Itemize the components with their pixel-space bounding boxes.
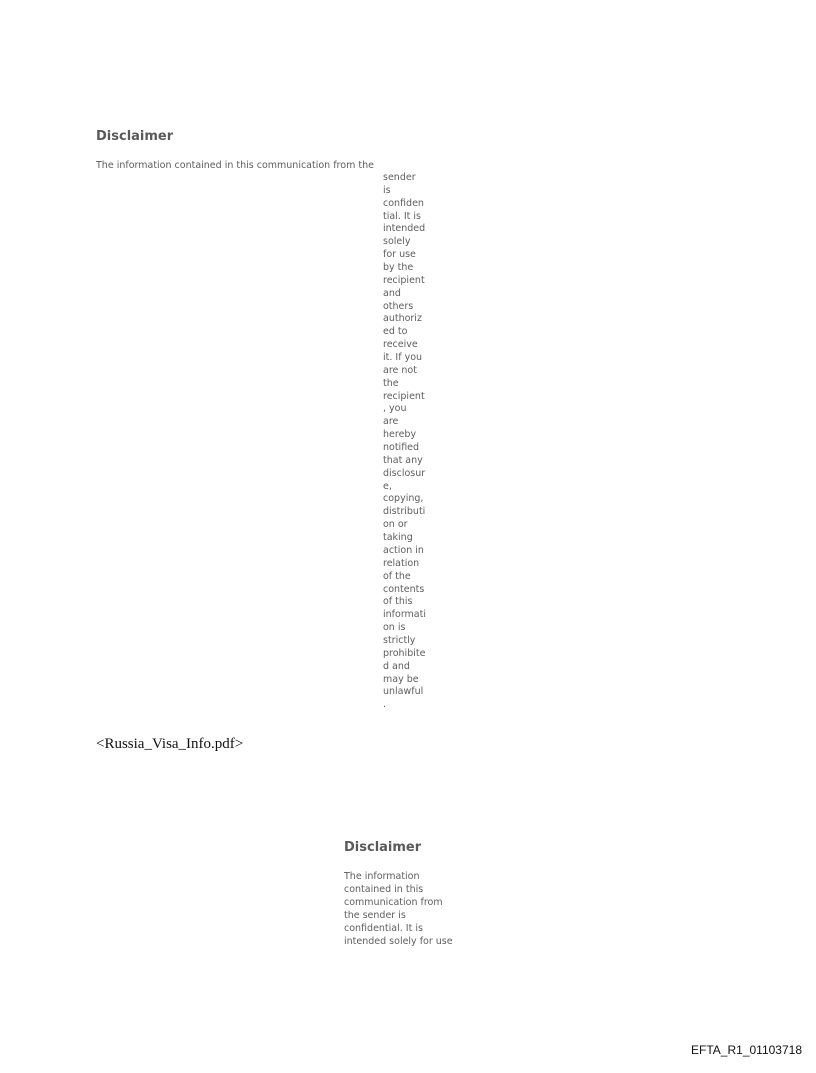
disclaimer-line: disclosur [383,467,426,479]
disclaimer-line: informati [383,609,426,621]
disclaimer-line: intended solely for use [344,935,453,947]
disclaimer-line: strictly [383,634,416,646]
disclaimer-line: of this [383,596,413,608]
disclaimer-line: the [383,377,399,389]
disclaimer-line: e, [383,480,392,492]
disclaimer-line: may be [383,673,419,685]
disclaimer-line: receive [383,339,418,351]
disclaimer-line: others [383,300,414,312]
disclaimer-line: are [383,416,399,428]
disclaimer-line: by the [383,262,414,274]
disclaimer-line: intended [383,223,426,235]
disclaimer-line: confiden [383,197,424,209]
disclaimer-line: d and [383,660,410,672]
disclaimer-line: hereby [383,429,417,441]
disclaimer-line: on is [383,622,406,634]
disclaimer-heading: Disclaimer [96,129,174,144]
disclaimer-line: , you [383,403,407,415]
disclaimer-line: of the [383,570,411,582]
disclaimer-line: copying, [383,493,424,505]
disclaimer-line: authoriz [383,313,422,325]
disclaimer-line: taking [383,532,413,544]
disclaimer-line: contents [383,583,425,595]
disclaimer-line: recipient [383,390,425,402]
disclaimer-line: communication from [344,896,443,908]
disclaimer-line: for use [383,249,416,261]
disclaimer-line: action in [383,544,424,556]
document-id: EFTA_R1_01103718 [691,1043,802,1057]
disclaimer-line: The information [344,871,420,882]
disclaimer-line: notified [383,442,420,454]
disclaimer-line: ed to [383,326,408,338]
disclaimer-second-text [344,871,453,948]
disclaimer-line: and [383,287,401,299]
disclaimer-line: sender [383,172,416,183]
disclaimer-line: that any [383,454,423,466]
disclaimer-line: are not [383,364,417,376]
disclaimer-line: confidential. It is [344,922,423,934]
attachment-name: <Russia_Visa_Info.pdf> [96,736,244,752]
disclaimer-line: relation [383,557,420,569]
disclaimer-line: unlawful [383,686,424,698]
disclaimer-first-line: The information contained in this communication from the [96,160,374,171]
disclaimer-line: on or [383,519,408,531]
disclaimer-line: recipient [383,274,425,286]
disclaimer-line: contained in this [344,883,424,895]
disclaimer-line: distributi [383,506,426,518]
disclaimer-line: solely [383,236,411,248]
disclaimer-line: tial. It is [383,210,421,222]
disclaimer-line: the sender is [344,909,406,921]
disclaimer-line: it. If you [383,352,423,364]
disclaimer-line: . [383,699,387,711]
disclaimer-heading-second: Disclaimer [344,840,422,855]
disclaimer-column-text [383,172,426,712]
disclaimer-line: is [383,184,391,196]
disclaimer-line: prohibite [383,647,426,659]
